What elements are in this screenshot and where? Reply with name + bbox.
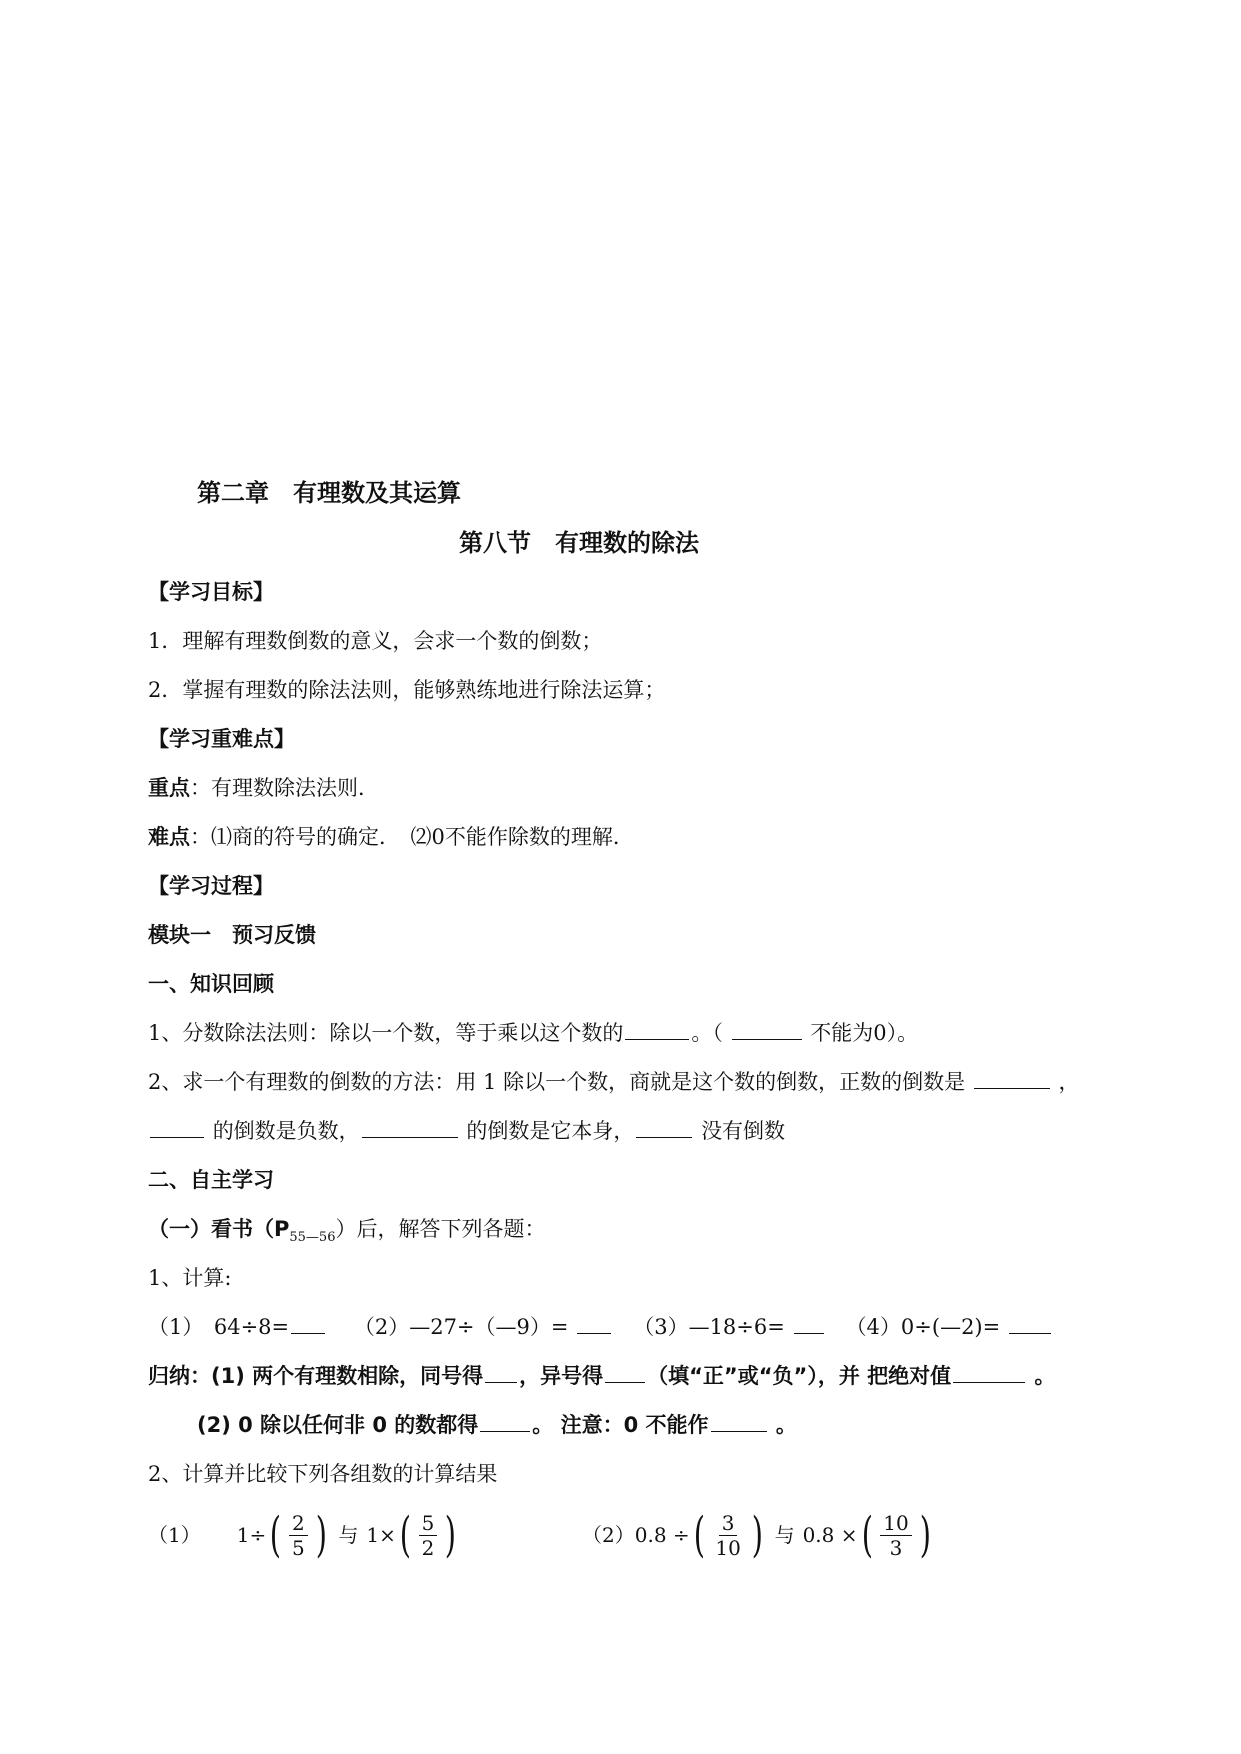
calc-1: （1） 64÷8= [148, 1315, 290, 1339]
right-paren: ) [751, 1507, 763, 1563]
blank[interactable] [150, 1117, 204, 1138]
compare-1-label: （1） [148, 1523, 201, 1547]
right-paren: ) [919, 1507, 931, 1563]
blank[interactable] [711, 1411, 767, 1432]
calc-4: （4）0÷(—2)= [845, 1315, 1001, 1339]
compare-1-right-prefix: 1× [366, 1523, 396, 1547]
summary-2-text-b: 。 注意：0 不能作 [532, 1413, 709, 1437]
compare-2-and: 与 [774, 1523, 795, 1547]
summary-1-text-b: ，异号得 [519, 1364, 604, 1388]
calc-heading: 1、计算: [148, 1266, 232, 1290]
compare-1-left-prefix: 1÷ [236, 1523, 267, 1547]
focus-label: 重点 [148, 776, 190, 800]
goals-heading: 【学习目标】 [148, 580, 274, 604]
right-paren: ) [445, 1507, 457, 1563]
fraction [289, 1511, 308, 1560]
focus-text: ：有理数除法法则． [190, 776, 379, 800]
calc-2: （2）—27÷（—9）= [353, 1315, 569, 1339]
section-title: 第八节 有理数的除法 [459, 529, 699, 557]
blank[interactable] [732, 1019, 802, 1040]
denominator: 2 [421, 1535, 435, 1560]
blank[interactable] [953, 1362, 1025, 1383]
compare-2-right-prefix: 0.8 × [802, 1523, 858, 1547]
left-paren: ( [861, 1507, 873, 1563]
blank[interactable] [577, 1313, 611, 1334]
blank[interactable] [625, 1019, 689, 1040]
book-page-range: 55—56 [289, 1230, 336, 1246]
fraction [880, 1511, 911, 1560]
blank[interactable] [974, 1068, 1050, 1089]
blank[interactable] [362, 1117, 458, 1138]
goal-item-2: 2．掌握有理数的除法法则，能够熟练地进行除法运算； [148, 678, 666, 702]
summary-1-text-c: （填“正”或“负”），并 把绝对值 [647, 1364, 952, 1388]
denominator: 10 [715, 1535, 741, 1560]
review-q2-cont [148, 1116, 785, 1146]
review-q1-text-c: 不能为0）。 [810, 1021, 919, 1045]
key-points-heading: 【学习重难点】 [148, 727, 295, 751]
blank[interactable] [485, 1362, 517, 1383]
compare-heading-text: 2、计算并比较下列各组数的计算结果 [148, 1462, 498, 1486]
numerator: 3 [719, 1511, 738, 1536]
compare-1-group [148, 1505, 460, 1565]
focus-line [148, 773, 379, 803]
denominator: 5 [291, 1535, 305, 1560]
calc-row [148, 1312, 1053, 1342]
process-heading: 【学习过程】 [148, 874, 274, 898]
compare-row-1 [148, 1505, 460, 1565]
compare-heading [148, 1459, 497, 1489]
self-study-heading: 二、自主学习 [148, 1168, 274, 1192]
chapter-title: 第二章 有理数及其运算 [197, 479, 461, 507]
review-q2-text-a: 2、求一个有理数的倒数的方法：用 1 除以一个数，商就是这个数的倒数，正数的倒数是 [148, 1070, 966, 1094]
numerator: 5 [419, 1511, 438, 1536]
blank[interactable] [291, 1313, 325, 1334]
numerator: 2 [289, 1511, 308, 1536]
calc-3: （3）—18÷6= [633, 1315, 785, 1339]
compare-2-group [582, 1505, 934, 1565]
review-heading: 一、知识回顾 [148, 972, 274, 996]
blank[interactable] [794, 1313, 824, 1334]
summary-2 [197, 1410, 797, 1440]
summary-1-text-d: 。 [1034, 1364, 1056, 1388]
compare-2-label: （2） [582, 1523, 635, 1547]
denominator: 3 [889, 1535, 903, 1560]
summary-2-text-c: 。 [775, 1413, 797, 1437]
module-title: 模块一 预习反馈 [148, 923, 316, 947]
blank[interactable] [1009, 1313, 1051, 1334]
review-q1-text-a: 1、分数除法法则：除以一个数，等于乘以这个数的 [148, 1021, 624, 1045]
difficulty-text: ：⑴商的符号的确定． ⑵0不能作除数的理解． [190, 825, 634, 849]
summary-1-text-a: 归纳：(1) 两个有理数相除，同号得 [148, 1364, 484, 1388]
review-q2-text-b: ， [1058, 1070, 1080, 1094]
blank[interactable] [605, 1362, 645, 1383]
fraction [419, 1511, 438, 1560]
compare-2-left-prefix: 0.8 ÷ [634, 1523, 690, 1547]
fraction [712, 1511, 743, 1560]
left-paren: ( [693, 1507, 705, 1563]
review-q2-text-d: 的倒数是它本身， [466, 1119, 635, 1143]
difficulty-line [148, 822, 634, 852]
compare-1-and: 与 [338, 1523, 359, 1547]
review-q2 [148, 1067, 1079, 1097]
goal-item-1: 1．理解有理数倒数的意义，会求一个数的倒数； [148, 629, 603, 653]
book-text-a: （一）看书（P [148, 1217, 290, 1241]
review-q1-text-b: 。（ [691, 1021, 723, 1045]
blank[interactable] [480, 1411, 530, 1432]
left-paren: ( [399, 1507, 411, 1563]
review-q2-text-e: 没有倒数 [701, 1119, 786, 1143]
summary-2-text-a: (2) 0 除以任何非 0 的数都得 [197, 1413, 479, 1437]
book-instruction [148, 1214, 545, 1253]
left-paren: ( [269, 1507, 282, 1563]
numerator: 10 [880, 1511, 911, 1536]
compare-row-2 [582, 1505, 934, 1565]
review-q2-text-c: 的倒数是负数， [212, 1119, 360, 1143]
difficulty-label: 难点 [148, 825, 190, 849]
right-paren: ) [315, 1507, 327, 1563]
blank[interactable] [636, 1117, 692, 1138]
book-text-b: ）后，解答下列各题： [335, 1217, 546, 1241]
summary-1 [148, 1361, 1055, 1391]
review-q1 [148, 1018, 918, 1048]
